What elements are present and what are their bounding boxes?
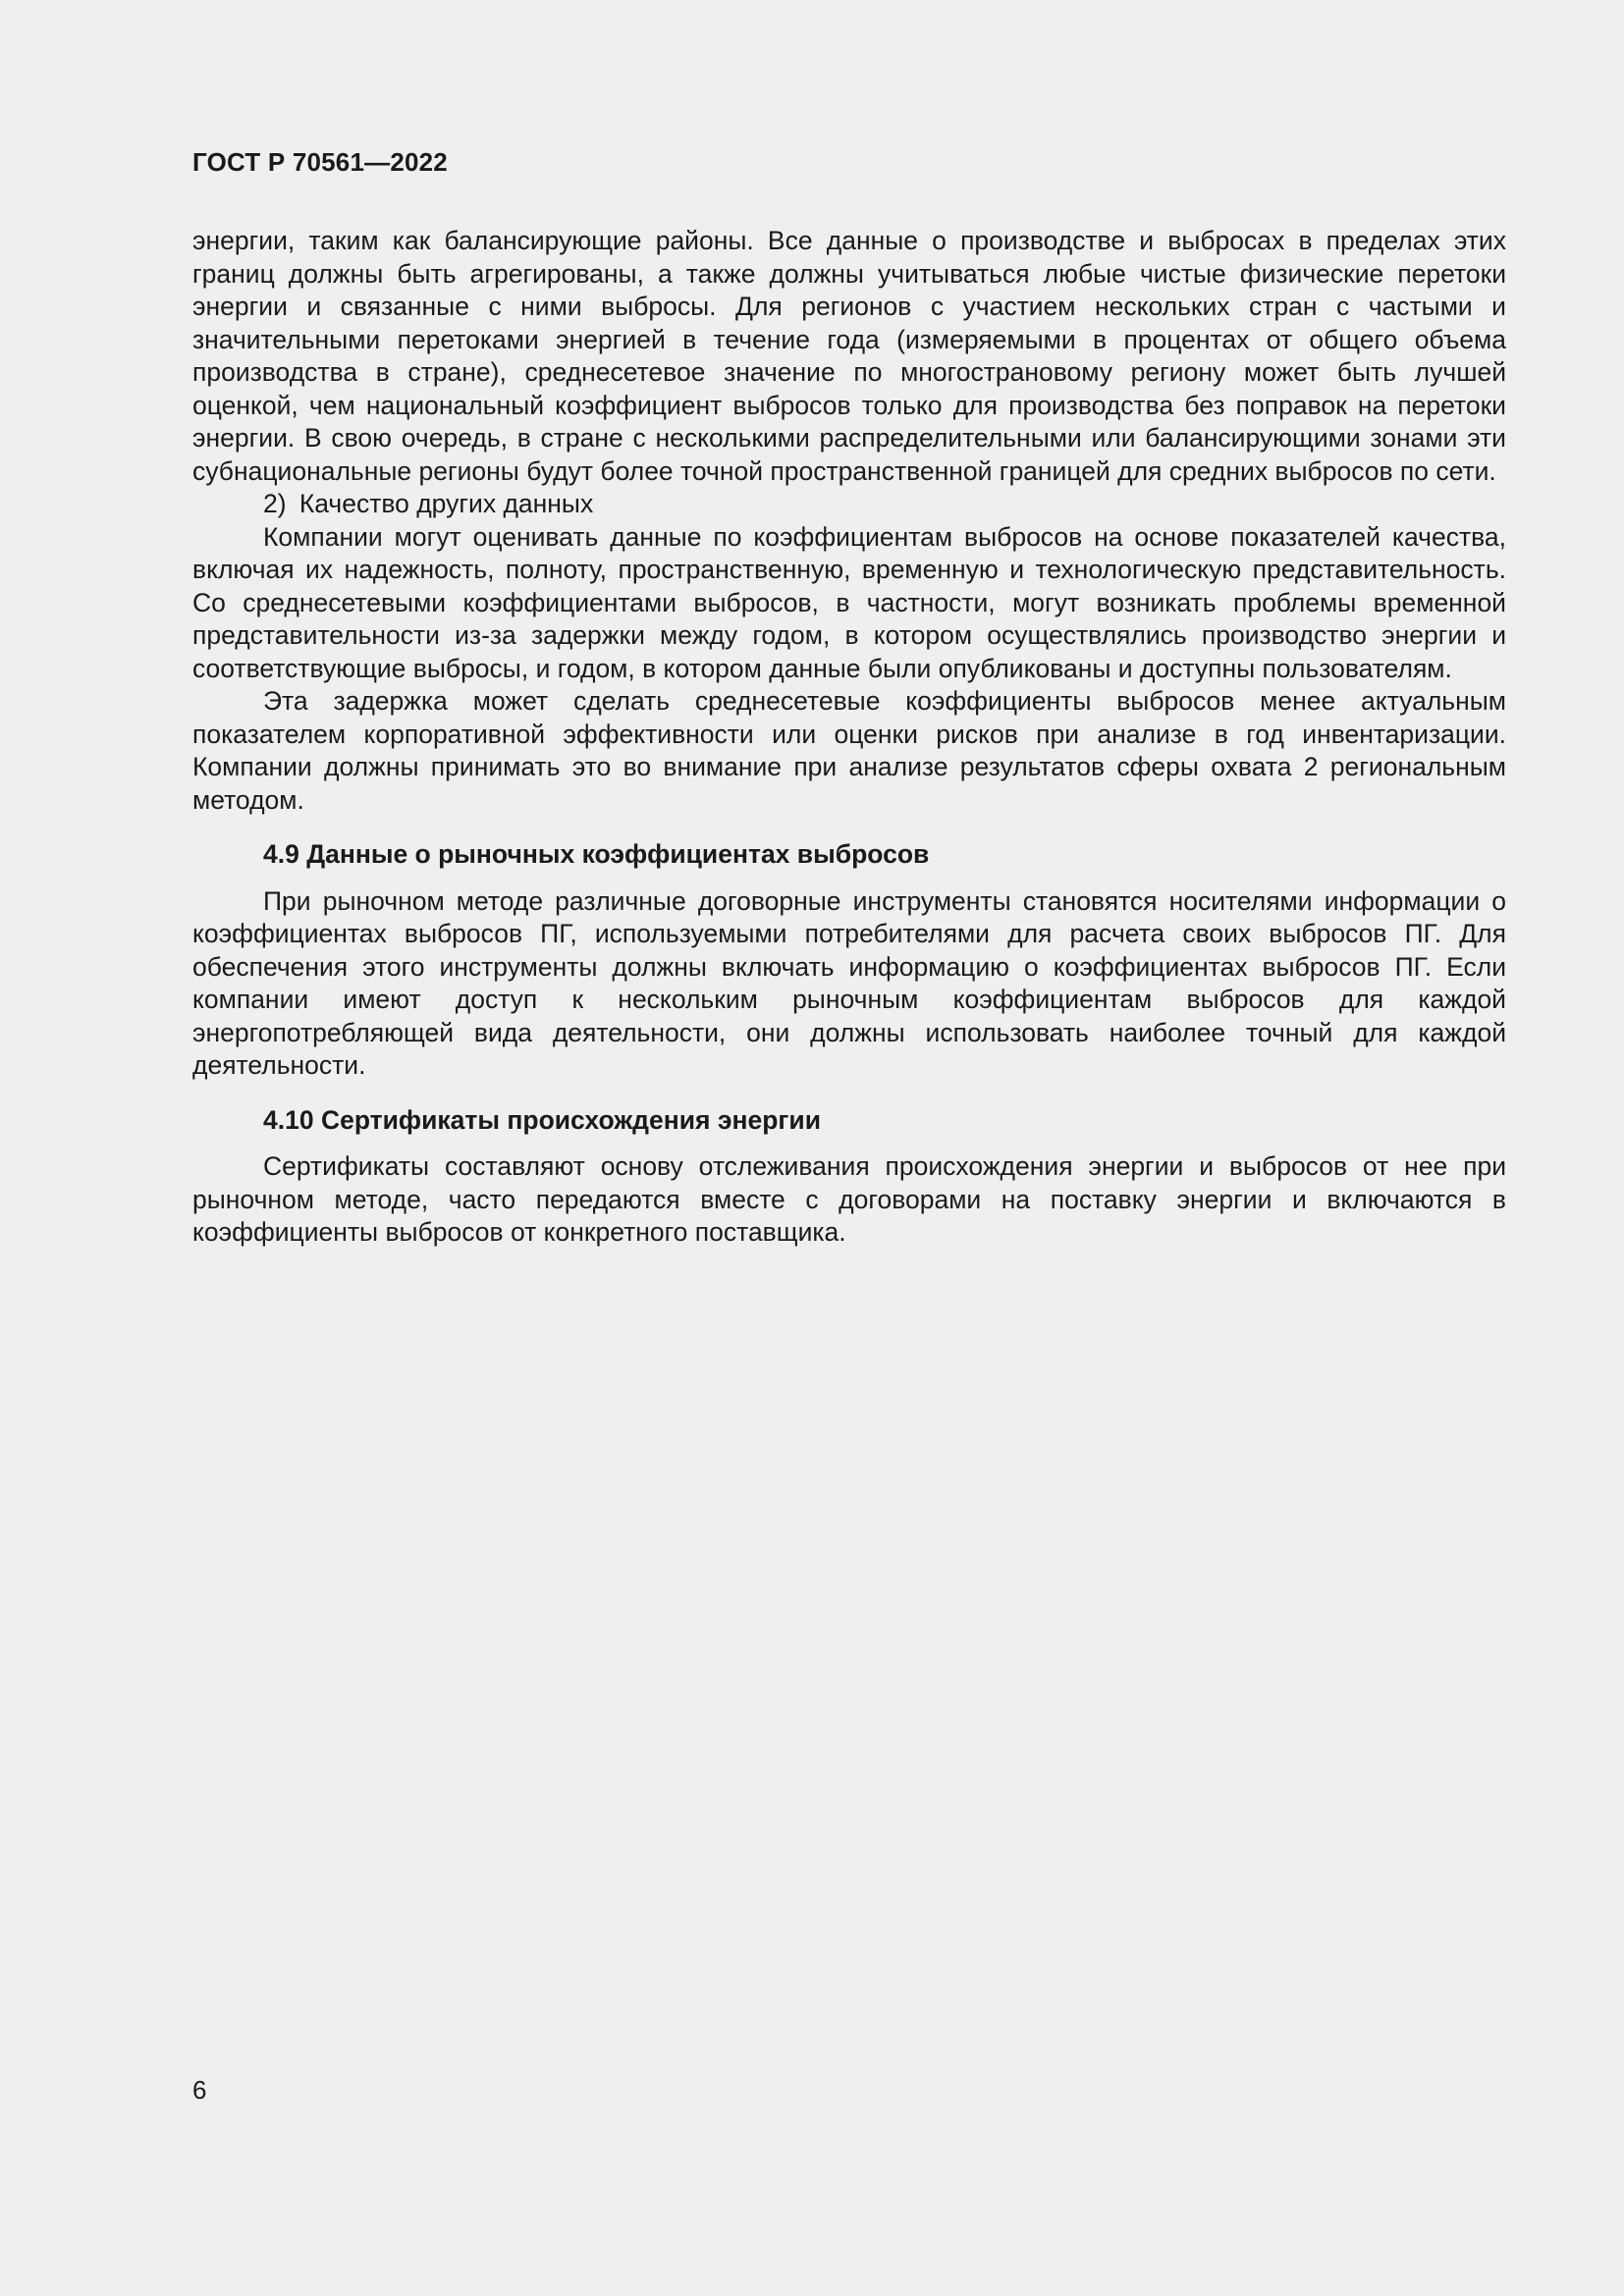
document-body [192, 225, 1506, 1250]
paragraph-delay: Эта задержка может сделать среднесетевые коэффициенты выбросов менее актуальным показателем корпоративной эффективности или оценки рисков при анализе в год инвентаризации. Компании должны принимать это во внимание при анализе результатов сферы охвата 2 региональным методом. [192, 686, 1506, 815]
document-header: ГОСТ Р 70561—2022 [192, 147, 448, 177]
section-heading-4-10: 4.10 Сертификаты происхождения энергии [263, 1104, 822, 1135]
page-number: 6 [192, 2075, 207, 2105]
paragraph-4-10: Сертификаты составляют основу отслеживания происхождения энергии и выбросов от нее при рыночном методе, часто передаются вместе с договорами на поставку энергии и включаются в коэффициенты выбросов от конкретного поставщика. [192, 1151, 1506, 1247]
section-heading-4-9: 4.9 Данные о рыночных коэффициентах выбросов [263, 839, 930, 869]
paragraph-continued: энергии, таким как балансирующие районы. Все данные о производстве и выбросах в пределах этих границ должны быть агрегированы, а также должны учитываться любые чистые физические перетоки энергии и связанные с ними выбросы. Для регионов с участием нескольких стран с частыми и значительными перетоками энергией в течение года (измеряемыми в процентах от общего объема производства в стране), среднесетевое значение по многострановому региону может быть лучшей оценкой, чем национальный коэффициент выбросов только для производства без поправок на перетоки энергии. В свою очередь, в стране с несколькими распределительными или балансирующими зонами эти субнациональные регионы будут более точной пространственной границей для средних выбросов по сети. [192, 226, 1506, 486]
list-item-quality: 2) Качество других данных [263, 489, 594, 518]
paragraph-4-9: При рыночном методе различные договорные инструменты становятся носителями информации о коэффициентах выбросов ПГ, используемыми потребителями для расчета своих выбросов ПГ. Для обеспечения этого инструменты должны включать информацию о коэффициентах выбросов ПГ. Если компании имеют доступ к нескольким рыночным коэффициентам выбросов для каждой энергопотребляющей вида деятельности, они должны использовать наиболее точный для каждой деятельности. [192, 885, 1506, 1080]
paragraph-quality: Компании могут оценивать данные по коэффициентам выбросов на основе показателей качества, включая их надежность, полноту, пространственную, временную и технологическую представительность. Со среднесетевыми коэффициентами выбросов, в частности, могут возникать проблемы временной представительности из-за задержки между годом, в котором осуществлялись производство энергии и соответствующие выбросы, и годом, в котором данные были опубликованы и доступны пользователям. [192, 521, 1506, 683]
